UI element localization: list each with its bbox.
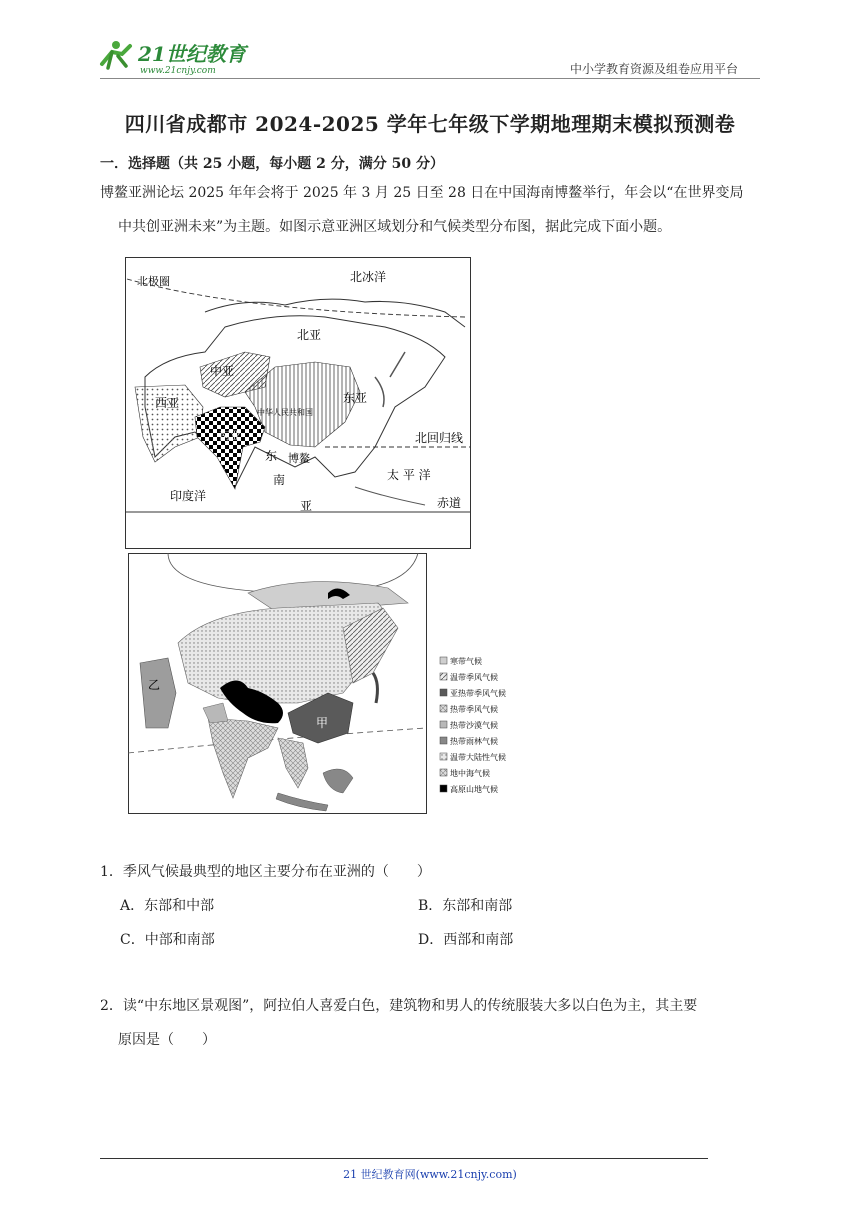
marker-yi: 乙 (148, 678, 161, 692)
svg-text:高原山地气候: 高原山地气候 (450, 785, 498, 794)
svg-text:寒带气候: 寒带气候 (450, 657, 482, 666)
svg-text:热带沙漠气候: 热带沙漠气候 (450, 721, 498, 730)
svg-text:热带季风气候: 热带季风气候 (450, 705, 498, 714)
svg-text:地中海气候: 地中海气候 (450, 769, 490, 778)
label-china: 中华人民共和国 (257, 408, 313, 417)
label-west-asia: 西亚 (155, 396, 180, 410)
question-1-option-a[interactable]: A．东部和中部 (120, 898, 215, 914)
svg-text:亚热带季风气候: 亚热带季风气候 (450, 689, 506, 698)
label-equator: 赤道 (437, 496, 462, 510)
question-1-option-c[interactable]: C．中部和南部 (120, 932, 215, 948)
label-indian-ocean: 印度洋 (170, 489, 207, 503)
site-logo (94, 38, 264, 76)
section-heading: 一．选择题（共 25 小题，每小题 2 分，满分 50 分） (100, 156, 444, 172)
platform-name: 中小学教育资源及组卷应用平台 (570, 62, 739, 76)
label-tropic-cancer: 北回归线 (415, 431, 464, 445)
label-south-asia: 南亚 (219, 429, 241, 442)
label-arctic-circle: 北极圈 (137, 275, 170, 288)
label-boao: 博鳌 (288, 452, 310, 465)
label-southeast-2: 南 (273, 473, 286, 487)
label-north-asia: 北亚 (297, 328, 322, 342)
asia-region-map (125, 257, 471, 549)
label-east-asia: 东亚 (343, 391, 368, 405)
question-2-stem-line-2: 原因是（ ） (118, 1032, 216, 1048)
exam-title: 四川省成都市 2024-2025 学年七年级下学期地理期末模拟预测卷 (124, 112, 736, 136)
svg-text:www.21cnjy.com: www.21cnjy.com (140, 66, 216, 76)
label-pacific-ocean: 太 平 洋 (387, 468, 431, 482)
svg-text:温带季风气候: 温带季风气候 (450, 673, 498, 682)
footer-divider (100, 1158, 708, 1159)
question-2-stem-line-1: 2．读“中东地区景观图”，阿拉伯人喜爱白色，建筑物和男人的传统服装大多以白色为主，其主要 (100, 998, 698, 1014)
intro-line-2: 中共创亚洲未来”为主题。如图示意亚洲区域划分和气候类型分布图，据此完成下面小题。 (118, 219, 672, 235)
svg-text:21世纪教育: 21世纪教育 (138, 42, 246, 66)
question-1-option-b[interactable]: B．东部和南部 (418, 898, 513, 914)
label-arctic-ocean: 北冰洋 (350, 270, 387, 284)
label-southeast-1: 东 (265, 449, 278, 463)
label-southeast-3: 亚 (300, 499, 313, 513)
marker-jia: 甲 (316, 716, 329, 730)
intro-line-1: 博鳌亚洲论坛 2025 年年会将于 2025 年 3 月 25 日至 28 日在中国海南博鳌举行，年会以“在世界变局 (100, 185, 744, 201)
climate-legend (440, 656, 506, 794)
label-central-asia: 中亚 (210, 364, 235, 378)
asia-climate-map (128, 553, 528, 815)
footer-text[interactable]: 21 世纪教育网(www.21cnjy.com) (343, 1168, 517, 1181)
question-1-stem: 1．季风气候最典型的地区主要分布在亚洲的（ ） (100, 864, 431, 880)
question-1-option-d[interactable]: D．西部和南部 (418, 932, 514, 948)
svg-text:热带雨林气候: 热带雨林气候 (450, 737, 498, 746)
svg-text:温带大陆性气候: 温带大陆性气候 (450, 753, 506, 762)
header-divider (100, 78, 760, 79)
